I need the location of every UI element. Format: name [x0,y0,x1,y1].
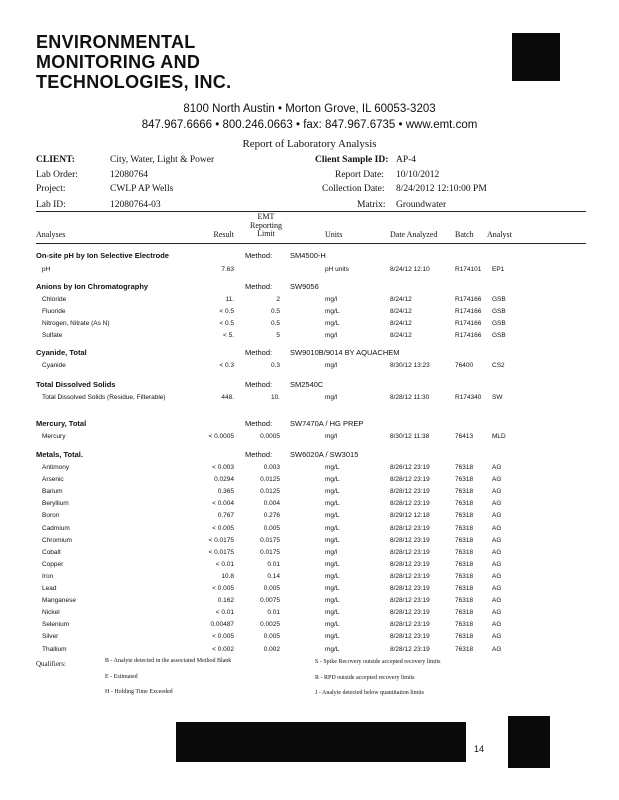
header-divider [36,243,586,244]
batch-value: 76318 [455,464,474,471]
units-value: mg/L [325,585,340,592]
units-value: mg/l [325,433,338,440]
date-analyzed-value: 8/28/12 23:19 [390,500,430,508]
result-value: 0.0294 [214,476,234,484]
reporting-limit-value: 10. [270,394,280,401]
units-value: mg/l [325,296,338,303]
units-value: mg/L [325,512,340,520]
result-value: 0.00487 [210,621,234,629]
reporting-limit-value: 0.0125 [260,488,280,496]
method-label: Method: [245,419,273,428]
reporting-limit-value: 0.5 [270,320,280,328]
analyst-value: AG [492,645,502,653]
method-label: Method: [245,282,273,291]
analyst-value: AG [492,560,502,568]
analyst-value: AG [492,488,502,496]
section-title: Mercury, Total [36,419,87,428]
batch-value: 76318 [455,536,474,544]
batch-value: R174166 [455,296,482,303]
col-result: Result [213,230,234,239]
date-analyzed-value: 8/24/12 [390,332,412,340]
reporting-limit-value: 0.004 [263,500,280,508]
client-label: CLIENT: [36,155,75,165]
reporting-limit-value: 0.0025 [260,621,280,629]
date-analyzed-value: 8/28/12 23:19 [390,488,430,496]
info-divider [36,211,586,212]
date-analyzed-value: 8/28/12 23:19 [390,633,430,641]
result-value: 11. [225,296,234,303]
reporting-limit-value: 0.0175 [260,548,280,556]
batch-value: 76318 [455,609,474,617]
date-analyzed-value: 8/28/12 23:19 [390,524,430,532]
lab-id-value: 12080764-03 [110,200,161,210]
reporting-limit-value: 0.005 [263,585,280,592]
collection-date-value: 8/24/2012 12:10:00 PM [396,184,487,194]
units-value: mg/L [325,488,340,496]
date-analyzed-value: 8/28/12 23:19 [390,536,430,544]
analyte-name: Barium [42,488,63,496]
analyte-name: Chloride [42,296,67,303]
batch-value: 76413 [455,433,474,440]
result-value: < 0.01 [215,609,234,617]
method-value: SM4500-H [290,251,326,260]
analyte-name: Nickel [42,609,60,617]
col-analyst: Analyst [487,230,512,239]
date-analyzed-value: 8/28/12 23:19 [390,645,430,653]
date-analyzed-value: 8/28/12 11:30 [390,394,430,401]
result-value: < 0.003 [212,464,234,471]
col-rl-line-3: Limit [257,229,275,238]
report-title: Report of Laboratory Analysis [242,138,377,150]
method-value: SW7470A / HG PREP [290,419,364,428]
reporting-limit-value: 0.5 [270,308,280,316]
result-value: 0.365 [217,488,234,496]
analyst-value: GSB [492,332,506,340]
result-value: < 0.005 [212,633,234,641]
section-title: Anions by Ion Chromatography [36,282,149,291]
reporting-limit-value: 0.005 [263,524,280,532]
batch-value: 76318 [455,476,474,484]
batch-value: 76400 [455,362,474,369]
reporting-limit-value: 0.0175 [260,536,280,544]
result-value: < 0.0175 [208,536,234,544]
analyte-name: pH [42,266,51,273]
lab-id-label: Lab ID: [36,200,66,210]
qualifier-r: R - RPD outside accepted recovery limits [315,675,415,681]
analyte-name: Thallium [42,645,67,653]
batch-value: 76318 [455,488,474,496]
batch-value: R174166 [455,332,482,340]
analyst-value: SW [492,394,503,401]
date-analyzed-value: 8/28/12 23:19 [390,621,430,629]
method-label: Method: [245,348,273,357]
analyte-name: Cobalt [42,548,61,556]
date-analyzed-value: 8/28/12 23:19 [390,476,430,484]
batch-value: 76318 [455,621,474,629]
analyst-value: AG [492,476,502,484]
analyte-name: Mercury [42,433,66,440]
analyte-name: Selenium [42,621,70,629]
result-value: < 0.005 [212,524,234,532]
redaction-block-top [512,33,560,81]
units-value: mg/L [325,633,340,641]
batch-value: 76318 [455,645,474,653]
date-analyzed-value: 8/30/12 13:23 [390,362,430,369]
units-value: mg/L [325,572,340,580]
company-address: 8100 North Austin • Morton Grove, IL 60053-3203 [183,103,436,115]
analyte-name: Fluoride [42,308,66,316]
qualifier-h: H - Holding Time Exceeded [105,689,173,695]
reporting-limit-value: 2 [276,296,280,303]
sample-id-value: AP-4 [396,155,417,165]
units-value: mg/l [325,332,338,340]
company-name-line-1: ENVIRONMENTAL [36,32,196,52]
reporting-limit-value: 0.0075 [260,597,280,605]
col-rl-line-1: EMT [257,212,275,221]
redaction-block-corner [508,716,550,768]
qualifiers-label: Qualifiers: [36,660,66,668]
reporting-limit-value: 0.005 [263,633,280,641]
company-name-line-3: TECHNOLOGIES, INC. [36,72,232,92]
qualifier-j: J - Analyte detected below quantitation limits [315,690,424,696]
qualifier-s: S - Spike Recovery outside accepted recovery limits [315,659,441,665]
lab-order-label: Lab Order: [36,170,78,180]
date-analyzed-value: 8/28/12 23:19 [390,572,430,580]
reporting-limit-value: 0.0125 [260,476,280,484]
reporting-limit-value: 0.002 [263,645,280,653]
analyte-name: Cyanide [42,362,66,369]
col-analyses: Analyses [36,230,66,239]
reporting-limit-value: 0.003 [263,464,280,471]
units-value: mg/L [325,524,340,532]
col-batch: Batch [455,230,474,239]
result-value: < 0.5 [219,320,234,328]
col-rl-line-2: Reporting [250,220,282,230]
units-value: mg/L [325,609,340,617]
report-date-value: 10/10/2012 [396,170,440,180]
section-title: On-site pH by Ion Selective Electrode [36,251,169,260]
date-analyzed-value: 8/28/12 23:19 [390,548,430,556]
reporting-limit-value: 0.0005 [260,433,280,440]
company-name-line-2: MONITORING AND [36,52,201,72]
project-value: CWLP AP Wells [110,184,174,194]
method-label: Method: [245,450,273,459]
units-value: mg/l [325,394,338,401]
batch-value: 76318 [455,548,474,556]
result-value: < 0.004 [212,500,234,508]
batch-value: 76318 [455,572,474,580]
method-value: SW9056 [290,282,319,291]
lab-order-value: 12080764 [110,170,148,180]
reporting-limit-value: 0.276 [263,512,280,520]
result-value: 10.8 [221,572,234,580]
analyst-value: AG [492,633,502,641]
company-logo-text [36,32,231,92]
method-value: SM2540C [290,380,324,389]
result-value: < 0.5 [219,308,234,316]
units-value: mg/L [325,621,340,629]
analyst-value: AG [492,500,502,508]
analyst-value: AG [492,464,502,471]
units-value: mg/L [325,597,340,605]
date-analyzed-value: 8/24/12 [390,320,412,328]
section-title: Total Dissolved Solids [36,380,116,389]
qualifier-e: E - Estimated [105,674,138,680]
reporting-limit-value: 0.01 [267,609,280,617]
result-value: < 0.01 [215,560,234,568]
col-units: Units [325,230,343,239]
date-analyzed-value: 8/28/12 23:19 [390,560,430,568]
batch-value: R174101 [455,266,482,273]
date-analyzed-value: 8/28/12 23:19 [390,597,430,605]
date-analyzed-value: 8/29/12 12:18 [390,512,430,520]
units-value: mg/L [325,500,340,508]
reporting-limit-value: 0.01 [267,560,280,568]
project-label: Project: [36,184,66,194]
analyte-name: Sulfate [42,332,63,340]
batch-value: R174166 [455,308,482,316]
page-number: 14 [474,744,485,754]
units-value: mg/l [325,362,338,369]
units-value: pH units [325,266,349,273]
analyst-value: GSB [492,320,506,328]
date-analyzed-value: 8/28/12 23:19 [390,609,430,617]
analyte-name: Beryllium [42,500,69,508]
analyst-value: AG [492,548,502,556]
col-reporting-limit [246,213,286,239]
section-title: Metals, Total. [36,450,83,459]
result-value: < 0.005 [212,585,234,592]
units-value: mg/L [325,320,340,328]
batch-value: 76318 [455,500,474,508]
analyte-name: Manganese [42,597,76,605]
reporting-limit-value: 0.14 [267,572,280,580]
units-value: mg/L [325,464,340,471]
analyst-value: AG [492,572,502,580]
date-analyzed-value: 8/28/12 23:19 [390,585,430,592]
method-value: SW6020A / SW3015 [290,450,359,459]
qualifier-b: B - Analyte detected in the associated Method Blank [105,658,232,664]
date-analyzed-value: 8/26/12 23:19 [390,464,430,471]
analyte-name: Copper [42,560,64,568]
analyst-value: AG [492,524,502,532]
method-label: Method: [245,380,273,389]
analyst-value: AG [492,512,502,520]
result-value: < 5. [222,332,234,340]
analyte-name: Arsenic [42,476,64,484]
units-value: mg/L [325,476,340,484]
collection-date-label: Collection Date: [322,184,385,194]
date-analyzed-value: 8/24/12 12:10 [390,266,430,273]
company-contacts: 847.967.6666 • 800.246.0663 • fax: 847.967.6735 • www.emt.com [141,119,478,131]
section-title: Cyanide, Total [36,348,87,357]
units-value: mg/L [325,560,340,568]
method-value: SW9010B/9014 BY AQUACHEM [290,348,400,357]
analyst-value: AG [492,536,502,544]
units-value: mg/l [325,548,338,556]
result-value: 7.63 [221,266,234,273]
report-date-label: Report Date: [335,170,384,180]
analyst-value: CS2 [492,362,505,369]
analyte-name: Cadmium [42,524,70,532]
analyst-value: MLD [492,433,506,440]
batch-value: 76318 [455,524,474,532]
batch-value: 76318 [455,633,474,641]
analyst-value: GSB [492,296,506,303]
result-value: < 0.3 [219,362,234,369]
analyte-name: Silver [42,633,59,641]
result-value: 0.767 [217,512,234,520]
analyst-value: EP1 [492,266,505,273]
analyst-value: AG [492,597,502,605]
result-value: 0.162 [217,597,234,605]
sample-id-label: Client Sample ID: [315,155,389,165]
result-value: < 0.0005 [208,433,234,440]
analyte-name: Lead [42,585,57,592]
batch-value: R174340 [455,394,482,401]
date-analyzed-value: 8/24/12 [390,296,412,303]
client-value: City, Water, Light & Power [110,155,215,165]
result-value: < 0.0175 [208,548,234,556]
matrix-value: Groundwater [396,200,447,210]
units-value: mg/L [325,645,340,653]
batch-value: 76318 [455,585,474,592]
units-value: mg/L [325,536,340,544]
analyte-name: Total Dissolved Solids (Residue, Filterable) [42,394,166,401]
result-value: 448. [221,394,234,401]
analyte-name: Iron [42,572,54,580]
method-label: Method: [245,251,273,260]
analyst-value: GSB [492,308,506,316]
matrix-label: Matrix: [357,200,386,210]
date-analyzed-value: 8/24/12 [390,308,412,316]
batch-value: 76318 [455,560,474,568]
result-value: < 0.002 [212,645,234,653]
date-analyzed-value: 8/30/12 11:38 [390,433,430,440]
analyst-value: AG [492,609,502,617]
analyte-name: Antimony [42,464,70,471]
redaction-block-bottom [176,722,466,762]
analyte-name: Boron [42,512,60,520]
reporting-limit-value: 5 [276,332,280,340]
batch-value: 76318 [455,597,474,605]
analyte-name: Chromium [42,536,72,544]
analyst-value: AG [492,585,502,592]
reporting-limit-value: 0.3 [270,362,280,369]
batch-value: 76318 [455,512,474,520]
analyst-value: AG [492,621,502,629]
analyte-name: Nitrogen, Nitrate (As N) [42,320,110,328]
col-date-analyzed: Date Analyzed [390,230,438,239]
units-value: mg/L [325,308,340,316]
batch-value: R174166 [455,320,482,328]
